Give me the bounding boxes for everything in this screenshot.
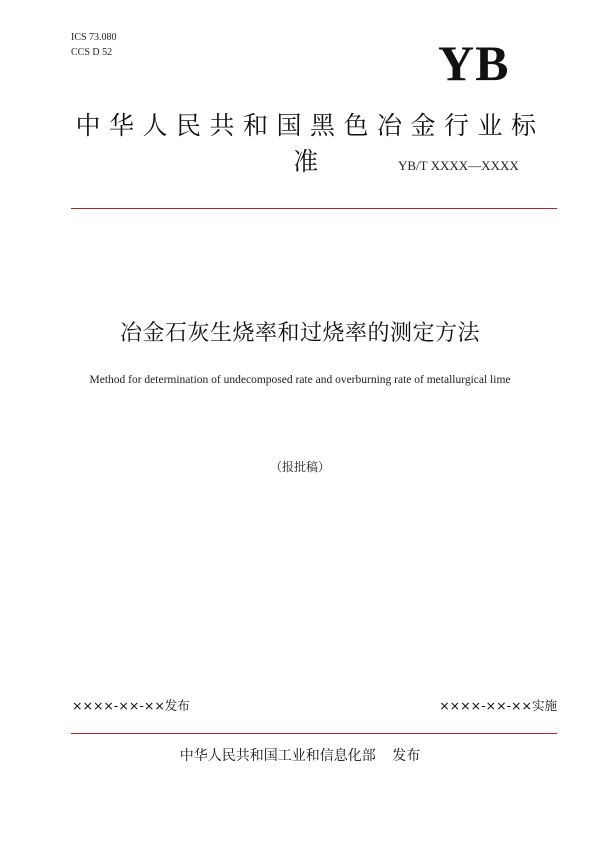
document-title-zh: 冶金石灰生烧率和过烧率的测定方法: [119, 321, 480, 346]
yb-logo: YB: [438, 35, 510, 91]
bottom-divider: [71, 733, 557, 734]
ccs-code: CCS D 52: [71, 47, 113, 58]
implement-date: ××××-××-××实施: [439, 698, 557, 713]
standard-code: YB/T XXXX—XXXX: [398, 158, 519, 173]
draft-status: （报批稿）: [269, 460, 330, 474]
classification-codes: [71, 30, 117, 60]
top-divider: [71, 208, 557, 209]
document-title-en: Method for determination of undecomposed rate and overburning rate of metallurgical lime: [89, 374, 511, 386]
issuer: 中华人民共和国工业和信息化部 发布: [179, 748, 421, 764]
ics-code: ICS 73.080: [71, 32, 117, 43]
standard-organization-title: 中华人民共和国黑色冶金行业标准: [75, 111, 545, 176]
publish-date: ××××-××-××发布: [72, 698, 190, 713]
